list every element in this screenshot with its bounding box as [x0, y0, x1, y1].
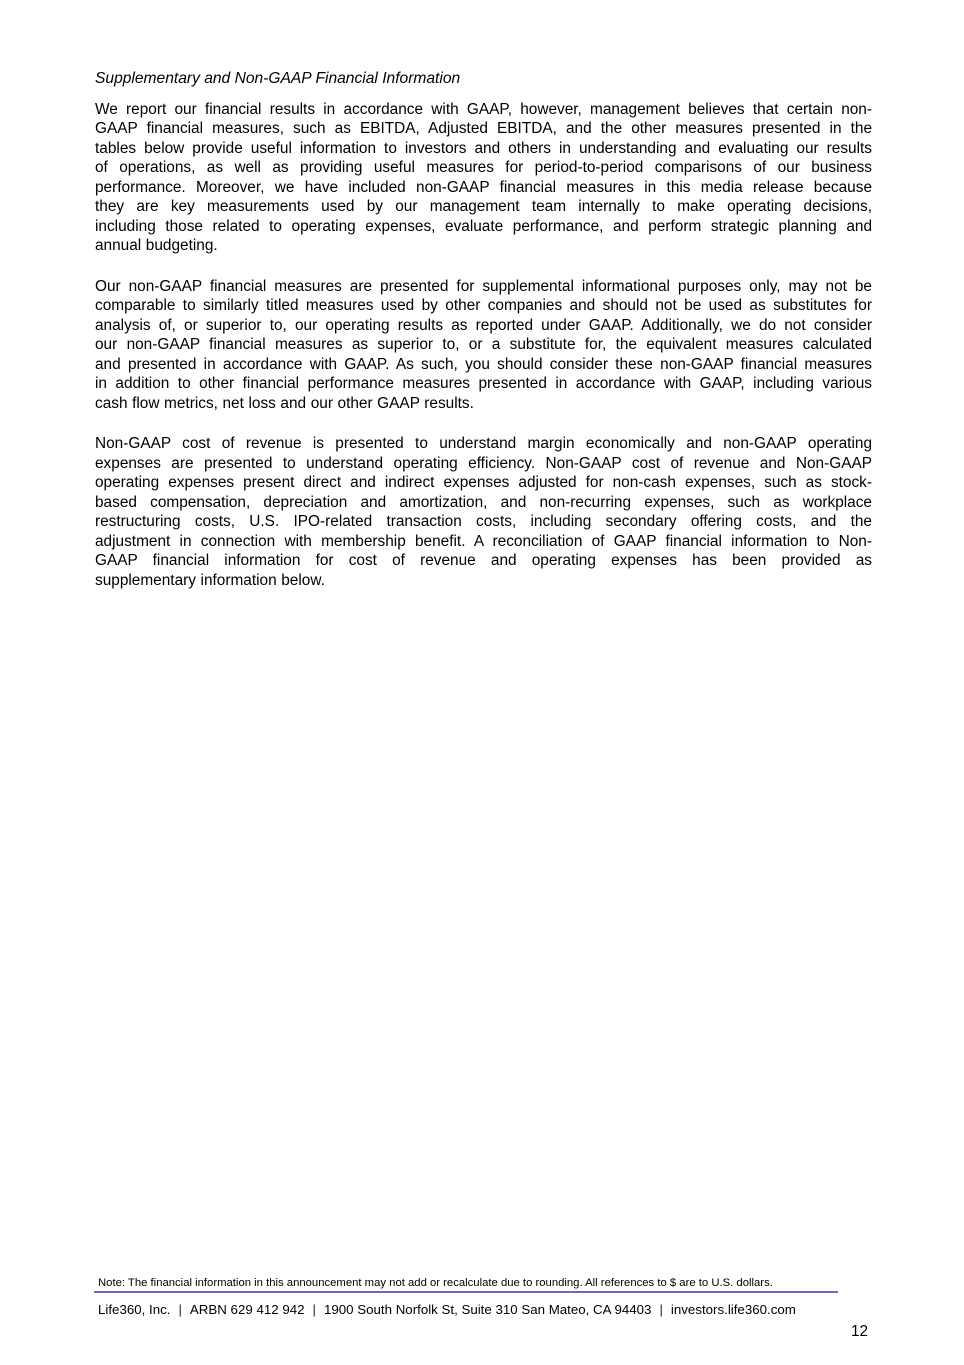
paragraph-line: in addition to other financial performance measures presented in accordance with GAAP, including various — [95, 375, 872, 392]
company-address: 1900 South Norfolk St, Suite 310 San Mateo, CA 94403 — [323, 1302, 652, 1317]
paragraph-line: performance. Moreover, we have included non-GAAP financial measures in this media release because — [95, 178, 872, 196]
paragraph — [95, 100, 872, 256]
paragraph — [95, 277, 872, 414]
paragraph-line: expenses are presented to understand operating efficiency. Non-GAAP cost of revenue and Non-GAAP — [95, 454, 872, 472]
investor-website-link[interactable]: investors.life360.com — [670, 1302, 796, 1317]
paragraph-line: based compensation, depreciation and amortization, and non-recurring expenses, such as workplace — [95, 493, 872, 511]
paragraph-line: Our non-GAAP financial measures are presented for supplemental informational purposes only, may not be — [95, 277, 872, 295]
paragraph-line: analysis of, or superior to, our operating results as reported under GAAP. Additionally, we do not consider — [95, 316, 872, 334]
divider-rule — [94, 1291, 838, 1293]
separator: | — [178, 1302, 182, 1317]
footnote: Note: The financial information in this announcement may not add or recalculate due to rounding. All references to $ are to U.S. dollars. — [98, 1277, 773, 1289]
company-name: Life360, Inc. — [98, 1302, 171, 1317]
paragraph-line: including those related to operating expenses, evaluate performance, and perform strategic planning and — [95, 217, 872, 235]
paragraph-line: they are key measurements used by our management team internally to make operating decisions, — [95, 198, 872, 215]
paragraph-line: adjustment in connection with membership benefit. A reconciliation of GAAP financial information to Non- — [95, 532, 872, 550]
paragraph-line: Non-GAAP cost of revenue is presented to understand margin economically and non-GAAP operating — [95, 435, 872, 452]
paragraph-line: GAAP financial measures, such as EBITDA, Adjusted EBITDA, and the other measures presented in the — [95, 120, 872, 137]
section-heading: Supplementary and Non-GAAP Financial Information — [95, 70, 461, 87]
paragraph-line: cash flow metrics, net loss and our other GAAP results. — [95, 394, 474, 412]
paragraph-line: comparable to similarly titled measures used by other companies and should not be used as substitutes for — [95, 297, 872, 314]
paragraph-line: We report our financial results in accordance with GAAP, however, management believes that certain non- — [95, 100, 872, 118]
paragraph — [95, 434, 872, 590]
body-paragraphs — [95, 100, 872, 591]
paragraph-line: annual budgeting. — [95, 237, 218, 254]
page-content — [95, 69, 872, 611]
company-info-line — [98, 1302, 898, 1318]
paragraph-line: restructuring costs, U.S. IPO-related transaction costs, including secondary offering costs, and the — [95, 513, 872, 530]
paragraph-line: our non-GAAP financial measures as superior to, or a substitute for, the equivalent measures calculated — [95, 336, 872, 353]
separator: | — [659, 1302, 663, 1317]
paragraph-line: GAAP financial information for cost of revenue and operating expenses has been provided as — [95, 552, 872, 569]
paragraph-line: operating expenses present direct and indirect expenses adjusted for non-cash expenses, such as stock- — [95, 474, 872, 491]
paragraph-line: tables below provide useful information to investors and others in understanding and evaluating our results — [95, 139, 872, 157]
page-number: 12 — [851, 1323, 869, 1340]
paragraph-line: of operations, as well as providing useful measures for period-to-period comparisons of our business — [95, 159, 872, 176]
paragraph-line: and presented in accordance with GAAP. As such, you should consider these non-GAAP financial measures — [95, 355, 872, 373]
separator: | — [312, 1302, 316, 1317]
paragraph-line: supplementary information below. — [95, 571, 325, 589]
company-arbn: ARBN 629 412 942 — [189, 1302, 305, 1317]
